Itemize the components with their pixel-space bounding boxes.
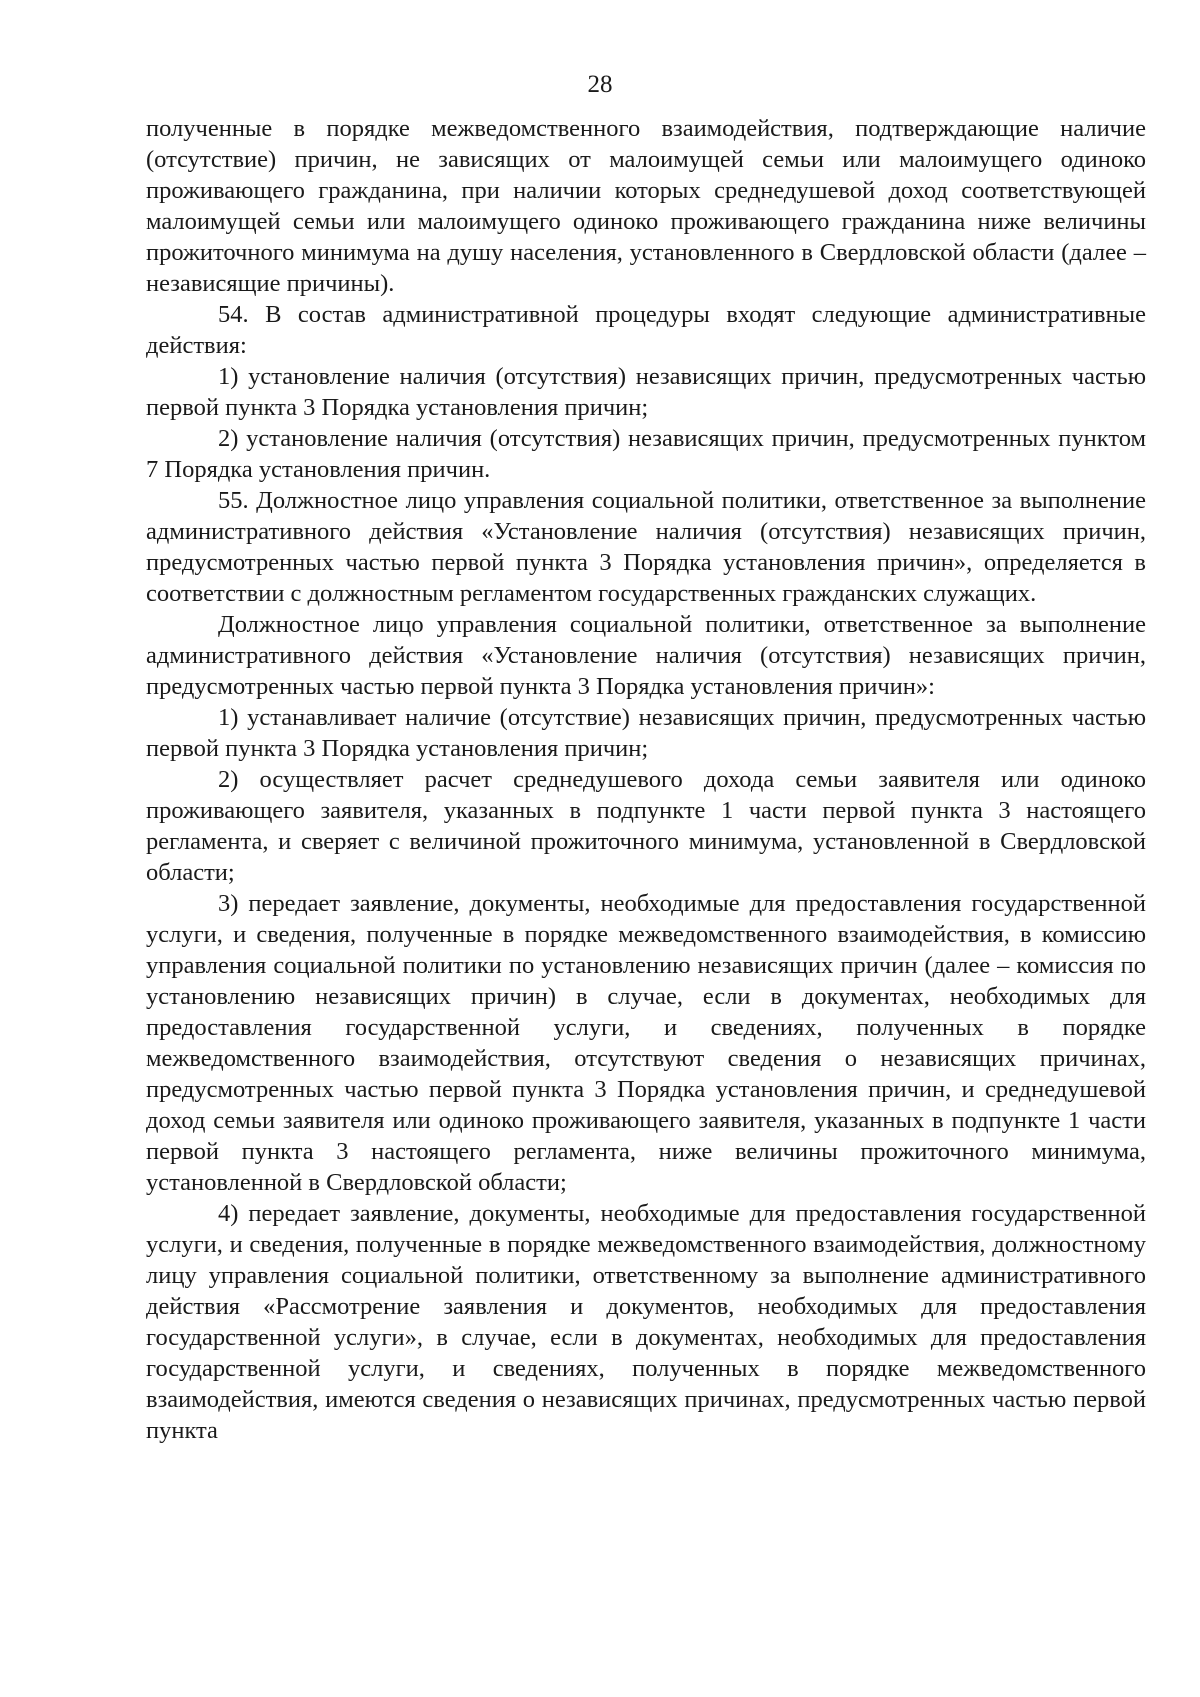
paragraph-55-item-2: 2) осуществляет расчет среднедушевого дохода семьи заявителя или одиноко проживающего заявителя, указанных в подпункте 1 части первой пункта 3 настоящего регламента, и сверяет с величиной прожиточного минимума, установленной в Свердловской области;: [146, 766, 1146, 886]
paragraph-55-item-4: 4) передает заявление, документы, необходимые для предоставления государственной услуги, и сведения, полученные в порядке межведомственного взаимодействия, должностному лицу управления социальной политики, ответственному за выполнение административного действия «Рассмотрение заявления и документов, необходимых для предоставления государственной услуги», в случае, если в документах, необходимых для предоставления государственной услуги, и сведениях, полученных в порядке межведомственного взаимодействия, имеются сведения о независящих причинах, предусмотренных частью первой пункта: [146, 1200, 1146, 1444]
paragraph-55-item-1: 1) устанавливает наличие (отсутствие) независящих причин, предусмотренных частью первой пункта 3 Порядка установления причин;: [146, 704, 1146, 762]
paragraph-intro-continuation: полученные в порядке межведомственного взаимодействия, подтверждающие наличие (отсутствие) причин, не зависящих от малоимущей семьи или малоимущего одиноко проживающего гражданина, при наличии которых среднедушевой доход соответствующей малоимущей семьи или малоимущего одиноко проживающего гражданина ниже величины прожиточного минимума на душу населения, установленного в Свердловской области (далее – независящие причины).: [146, 115, 1146, 297]
paragraph-54-item-2: 2) установление наличия (отсутствия) независящих причин, предусмотренных пунктом 7 Порядка установления причин.: [146, 425, 1146, 483]
document-body: [146, 113, 1146, 1446]
paragraph-54: 54. В состав административной процедуры входят следующие административные действия:: [146, 301, 1146, 359]
page-number: 28: [587, 71, 613, 98]
paragraph-54-item-1: 1) установление наличия (отсутствия) независящих причин, предусмотренных частью первой пункта 3 Порядка установления причин;: [146, 363, 1146, 421]
paragraph-55-responsibilities: Должностное лицо управления социальной политики, ответственное за выполнение административного действия «Установление наличия (отсутствия) независящих причин, предусмотренных частью первой пункта 3 Порядка установления причин»:: [146, 611, 1146, 700]
paragraph-55: 55. Должностное лицо управления социальной политики, ответственное за выполнение административного действия «Установление наличия (отсутствия) независящих причин, предусмотренных частью первой пункта 3 Порядка установления причин», определяется в соответствии с должностным регламентом государственных гражданских служащих.: [146, 487, 1146, 607]
paragraph-55-item-3: 3) передает заявление, документы, необходимые для предоставления государственной услуги, и сведения, полученные в порядке межведомственного взаимодействия, в комиссию управления социальной политики по установлению независящих причин (далее – комиссия по установлению независящих причин) в случае, если в документах, необходимых для предоставления государственной услуги, и сведениях, полученных в порядке межведомственного взаимодействия, отсутствуют сведения о независящих причинах, предусмотренных частью первой пункта 3 Порядка установления причин, и среднедушевой доход семьи заявителя или одиноко проживающего заявителя, указанных в подпункте 1 части первой пункта 3 настоящего регламента, ниже величины прожиточного минимума, установленной в Свердловской области;: [146, 890, 1146, 1196]
